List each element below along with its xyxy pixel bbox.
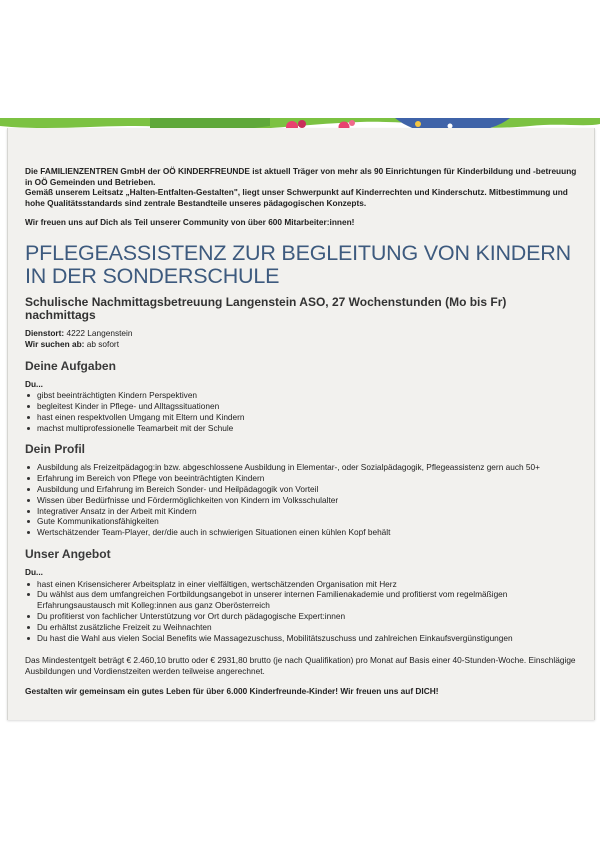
list-item: gibst beeinträchtigten Kindern Perspektiven <box>25 390 580 401</box>
list-item: Du wählst aus dem umfangreichen Fortbildungsangebot in unserer internen Familienakademie und profitierst vom regelmäßigen Erfahrungsaustausch mit Kolleg:innen aus ganz Oberösterreich <box>25 589 580 611</box>
start-row <box>25 339 580 350</box>
closing-statement: Gestalten wir gemeinsam ein gutes Leben für über 6.000 Kinderfreunde-Kinder! Wir freuen uns auf DICH! <box>25 686 439 697</box>
list-item: Ausbildung als Freizeitpädagog:in bzw. abgeschlossene Ausbildung in Elementar-, oder Sozialpädagogik, Pflegeassistenz gern auch 50+ <box>25 462 580 473</box>
section-heading-profile: Dein Profil <box>25 442 86 457</box>
list-item: hast einen respektvollen Umgang mit Eltern und Kindern <box>25 412 580 423</box>
location-row <box>25 328 580 339</box>
list-item: begleitest Kinder in Pflege- und Alltagssituationen <box>25 401 580 412</box>
list-item: machst multiprofessionelle Teamarbeit mit der Schule <box>25 423 580 434</box>
list-item: Wissen über Bedürfnisse und Fördermöglichkeiten von Kindern im Volksschulalter <box>25 495 580 506</box>
tasks-list <box>25 390 580 433</box>
section-heading-offer: Unser Angebot <box>25 546 111 561</box>
start-label: Wir suchen ab: <box>25 338 85 349</box>
job-title: PFLEGEASSISTENZ ZUR BEGLEITUNG VON KINDERN IN DER SONDERSCHULE <box>25 240 571 288</box>
start-value: ab sofort <box>86 338 120 349</box>
list-item: Wertschätzender Team-Player, der/die auch in schwierigen Situationen einen kühlen Kopf behält <box>25 527 580 538</box>
list-item: hast einen Krisensicherer Arbeitsplatz in einer vielfältigen, wertschätzenden Organisation mit Herz <box>25 579 580 590</box>
section-heading-tasks: Deine Aufgaben <box>25 358 116 373</box>
tasks-lead: Du... <box>25 378 43 389</box>
job-meta <box>25 328 580 350</box>
list-item: Du profitierst von fachlicher Unterstützung vor Ort durch pädagogische Expert:innen <box>25 611 580 622</box>
job-subtitle: Schulische Nachmittagsbetreuung Langenstein ASO, 27 Wochenstunden (Mo bis Fr) nachmittags <box>25 294 507 322</box>
intro-paragraph: Wir freuen uns auf Dich als Teil unserer Community von über 600 Mitarbeiter:innen! <box>25 217 355 228</box>
list-item: Du erhältst zusätzliche Freizeit zu Weihnachten <box>25 622 580 633</box>
profile-list <box>25 462 580 538</box>
intro-paragraph: Gemäß unserem Leitsatz „Halten-Entfalten-Gestalten", liegt unser Schwerpunkt auf Kinderrechten und Kinderschutz. Mitbestimmung und hohe Qualitätsstandards sind zentrale Bestandteile unseres pädagogischen Konzepts. <box>25 187 568 208</box>
job-posting-content <box>25 166 580 697</box>
list-item: Du hast die Wahl aus vielen Social Benefits wie Massagezuschuss, Mobilitätszuschuss und zahlreichen Einkaufsvergünstigungen <box>25 633 580 644</box>
salary-note: Das Mindestentgelt beträgt € 2.460,10 brutto oder € 2931,80 brutto (je nach Qualifikation) pro Monat auf Basis einer 40-Stunden-Woche. Einschlägige Ausbildungen und Vordienstzeiten werden teilweise angerechnet. <box>25 655 576 676</box>
offer-lead: Du... <box>25 566 43 577</box>
list-item: Ausbildung und Erfahrung im Bereich Sonder- und Heilpädagogik von Vorteil <box>25 484 580 495</box>
intro-paragraph: Die FAMILIENZENTREN GmbH der OÖ KINDERFREUNDE ist aktuell Träger von mehr als 90 Einrichtungen für Kinderbildung und -betreuung in OÖ Gemeinden und Betrieben. <box>25 166 577 187</box>
list-item: Gute Kommunikationsfähigkeiten <box>25 516 580 527</box>
location-value: 4222 Langenstein <box>66 327 133 338</box>
offer-list <box>25 579 580 644</box>
intro-section <box>25 166 580 228</box>
list-item: Integrativer Ansatz in der Arbeit mit Kindern <box>25 506 580 517</box>
location-label: Dienstort: <box>25 327 65 338</box>
job-posting-page <box>7 128 595 720</box>
list-item: Erfahrung im Bereich von Pflege von beeinträchtigten Kindern <box>25 473 580 484</box>
